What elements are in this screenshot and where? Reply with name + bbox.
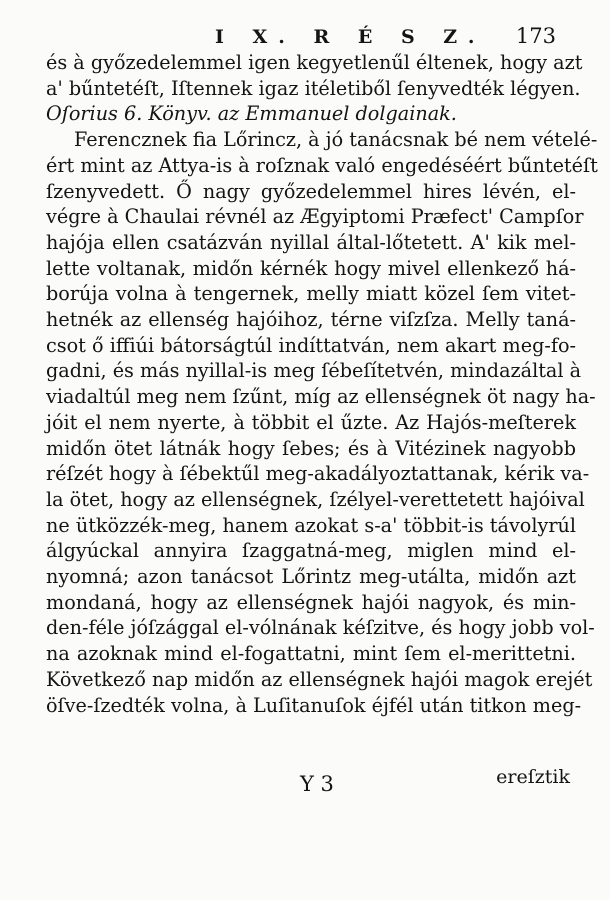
text-line: na azoknak mind el-fogattatni, mint ſem el-merittetni.	[46, 642, 576, 666]
text-line: hetnék az ellenség hajóihoz, térne viſzſza. Melly taná-	[46, 308, 576, 332]
text-line: mondaná, hogy az ellenségnek hajói nagyok, és min-	[46, 590, 576, 614]
text-line: ne ütközzék-meg, hanem azokat s-a' többit-is távolyrúl	[46, 513, 576, 537]
text-line: borúja volna à tengernek, melly miatt közel ſem vitet-	[46, 282, 576, 306]
text-line: hajója ellen csatázván nyillal által-lőtetett. A' kik mel-	[46, 230, 576, 254]
text-line: jóit el nem nyerte, à többit el űzte. Az Hajós-meſterek	[46, 410, 576, 434]
text-line: Ferencznek fia Lőrincz, à jó tanácsnak bé nem vételé-	[74, 128, 598, 152]
marginal-reference: Oſorius 6. Könyv. az Emmanuel dolgainak.	[46, 102, 457, 126]
page-number: 173	[515, 24, 556, 48]
signature-mark: Y 3	[300, 772, 334, 796]
text-line: viadaltúl meg nem ſzűnt, míg az ellenségnek öt nagy ha-	[46, 385, 596, 409]
catchword: ereſztik	[496, 766, 570, 788]
text-line: ſzenyvedett. Ő nagy győzedelemmel hires lévén, el-	[46, 179, 576, 203]
text-line: csot ő iffiúi bátorságtúl indíttatván, nem akart meg-fo-	[46, 333, 576, 357]
text-line: nyomná; azon tanácsot Lőrintz meg-utálta, midőn azt	[46, 565, 576, 589]
text-line: lette voltanak, midőn kérnék hogy mivel ellenkező há-	[46, 256, 576, 280]
page-header	[40, 22, 570, 52]
text-line: öſve-ſzedték volna, à Luſitanuſok éjfél után titkon meg-	[46, 693, 582, 717]
text-line: réſzét hogy à ſébektűl meg-akadályoztattanak, kérik va-	[46, 462, 590, 486]
text-line: midőn ötet látnák hogy ſebes; és à Vitézinek nagyobb	[46, 436, 576, 460]
text-line: végre à Chaulai révnél az Ægyiptomi Præfect' Campſor	[46, 205, 584, 229]
text-line: gadni, és más nyillal-is meg ſébeſítetvén, mindazáltal à	[46, 359, 582, 383]
text-line: den-féle jóſzággal el-vólnának kéſzitve, és hogy jobb vol-	[46, 616, 595, 640]
running-head: I X. R É S Z.	[215, 26, 486, 48]
body-text	[46, 50, 598, 718]
text-line: a' bűntetéſt, Iſtennek igaz itéletiből ſenyvedték légyen.	[46, 76, 581, 100]
text-line: Következő nap midőn az ellenségnek hajói magok erejét	[46, 667, 593, 691]
text-line: ért mint az Attya-is à roſznak való engedéséért bűntetéſt	[46, 153, 598, 177]
text-line: la ötet, hogy az ellenségnek, ſzélyel-verettetett hajóival	[46, 487, 585, 511]
text-line: és à győzedelemmel igen kegyetlenűl éltenek, hogy azt	[46, 51, 583, 74]
text-line: álgyúckal annyira ſzaggatná-meg, miglen mind el-	[46, 539, 576, 563]
